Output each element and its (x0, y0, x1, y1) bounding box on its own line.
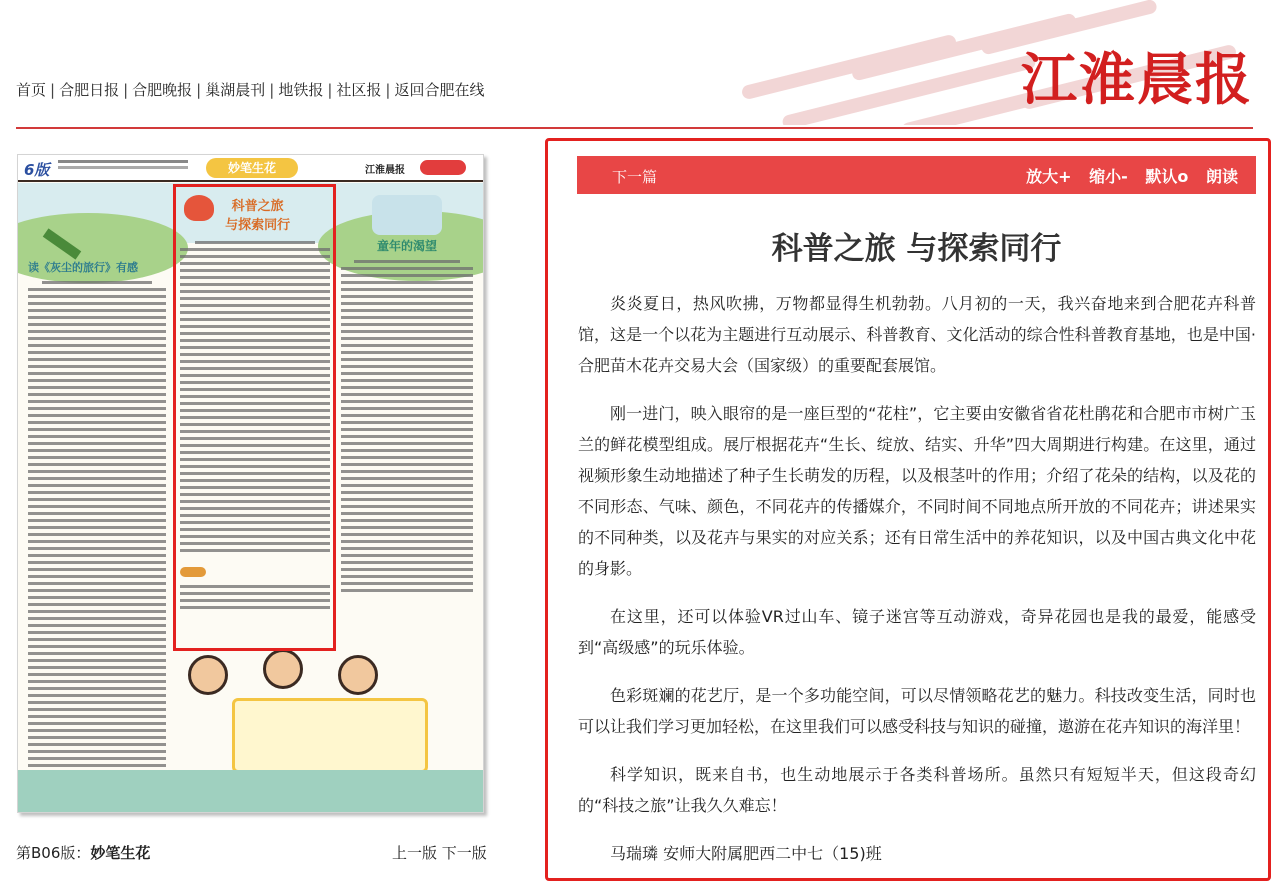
thumbnail-left-title: 读《灰尘的旅行》有感 (28, 261, 138, 274)
thumbnail-middle-title-1: 科普之旅 (231, 199, 284, 214)
thumbnail-selected-article-highlight[interactable] (173, 184, 336, 651)
article-author: 马瑞璘 安师大附属肥西二中七（15)班 (610, 844, 882, 863)
nav-separator: | (385, 81, 391, 99)
thumbnail-column-name: 妙笔生花 (206, 158, 298, 178)
thumbnail-page-number: 6版 (24, 161, 50, 179)
thumbnail-right-title: 童年的渴望 (376, 239, 437, 253)
article-paragraph: 色彩斑斓的花艺厅，是一个多功能空间，可以尽情领略花艺的魅力。科技改变生活，同时也可以让我们学习更加轻松，在这里我们可以感受科技与知识的碰撞，遨游在花卉知识的海洋里！ (578, 686, 1256, 736)
thumbnail-masthead (18, 155, 483, 182)
article-toolbar (577, 156, 1256, 194)
nav-back-hefei-online[interactable]: 返回合肥在线 (394, 81, 485, 99)
nav-hefei-evening[interactable]: 合肥晚报 (132, 81, 193, 99)
nav-home[interactable]: 首页 (16, 81, 47, 99)
page-thumbnail[interactable] (17, 154, 484, 813)
thumbnail-paper-name: 江淮晨报 (365, 165, 405, 176)
thumbnail-footer-illustration (18, 770, 483, 813)
zoom-out-button[interactable]: 缩小- (1089, 167, 1128, 186)
article-paragraph: 刚一进门，映入眼帘的是一座巨型的“花柱”，它主要由安徽省省花杜鹃花和合肥市市树广玉兰的鲜花模型组成。展厅根据花卉“生长、绽放、结实、升华”四大周期进行构建。在这里，通过视频形象生动地描述了种子生长萌发的历程，以及根茎叶的作用；介绍了花朵的结构，以及花的不同形态、气味、颜色，不同花卉的传播媒介，不同时间不同地点所开放的不同花卉；讲述果实的不同种类，以及花卉与果实的对应关系；还有日常生活中的养花知识，以及中国古典文化中花的身影。 (578, 404, 1256, 578)
nav-chaohu-morning[interactable]: 巢湖晨刊 (205, 81, 266, 99)
read-aloud-button[interactable]: 朗读 (1205, 167, 1238, 186)
nav-separator: | (50, 81, 56, 99)
newspaper-logo: 江淮晨报 (1021, 47, 1253, 113)
edition-label (16, 842, 150, 863)
zoom-in-button[interactable]: 放大+ (1026, 167, 1072, 186)
nav-separator: | (123, 81, 129, 99)
thumbnail-middle-title-2: 与探索同行 (225, 218, 291, 233)
article-panel (545, 138, 1271, 881)
default-size-button[interactable]: 默认o (1145, 167, 1189, 186)
edition-pager (392, 842, 487, 863)
nav-hefei-daily[interactable]: 合肥日报 (59, 81, 120, 99)
nav-separator: | (196, 81, 202, 99)
edition-name: 妙笔生花 (90, 844, 151, 862)
header-divider (16, 127, 1253, 129)
thumbnail-article-right[interactable] (341, 195, 473, 596)
reading-tools (1014, 164, 1238, 187)
article-paragraph: 科学知识，既来自书，也生动地展示于各类科普场所。虽然只有短短半天，但这段奇幻的“科技之旅”让我久久难忘！ (578, 765, 1256, 815)
thumbnail-notice-card (232, 698, 428, 773)
thumbnail-date-info (58, 160, 188, 163)
top-nav (16, 79, 484, 100)
article-paragraph: 在这里，还可以体验VR过山车、镜子迷宫等互动游戏，奇异花园也是我的最爱，能感受到“高级感”的玩乐体验。 (578, 607, 1256, 657)
article-body (578, 288, 1256, 881)
article-paragraph: 炎炎夏日，热风吹拂，万物都显得生机勃勃。八月初的一天，我兴奋地来到合肥花卉科普馆，这是一个以花为主题进行互动展示、科普教育、文化活动的综合性科普教育基地，也是中国·合肥苗木花卉交易大会（国家级）的重要配套展馆。 (578, 294, 1256, 375)
nav-separator: | (269, 81, 275, 99)
thumbnail-badge (420, 160, 466, 175)
nav-community[interactable]: 社区报 (336, 81, 382, 99)
nav-metro[interactable]: 地铁报 (278, 81, 324, 99)
prev-edition-link[interactable]: 上一版 (392, 844, 438, 862)
edition-number: 第B06版： (16, 844, 91, 862)
next-edition-link[interactable]: 下一版 (441, 844, 487, 862)
site-header (0, 0, 1279, 130)
family-illustration (372, 195, 442, 235)
article-title: 科普之旅 与探索同行 (771, 231, 1062, 267)
thumbnail-article-left[interactable] (28, 235, 166, 813)
next-article-link[interactable]: 下一篇 (612, 168, 658, 186)
nav-separator: | (327, 81, 333, 99)
